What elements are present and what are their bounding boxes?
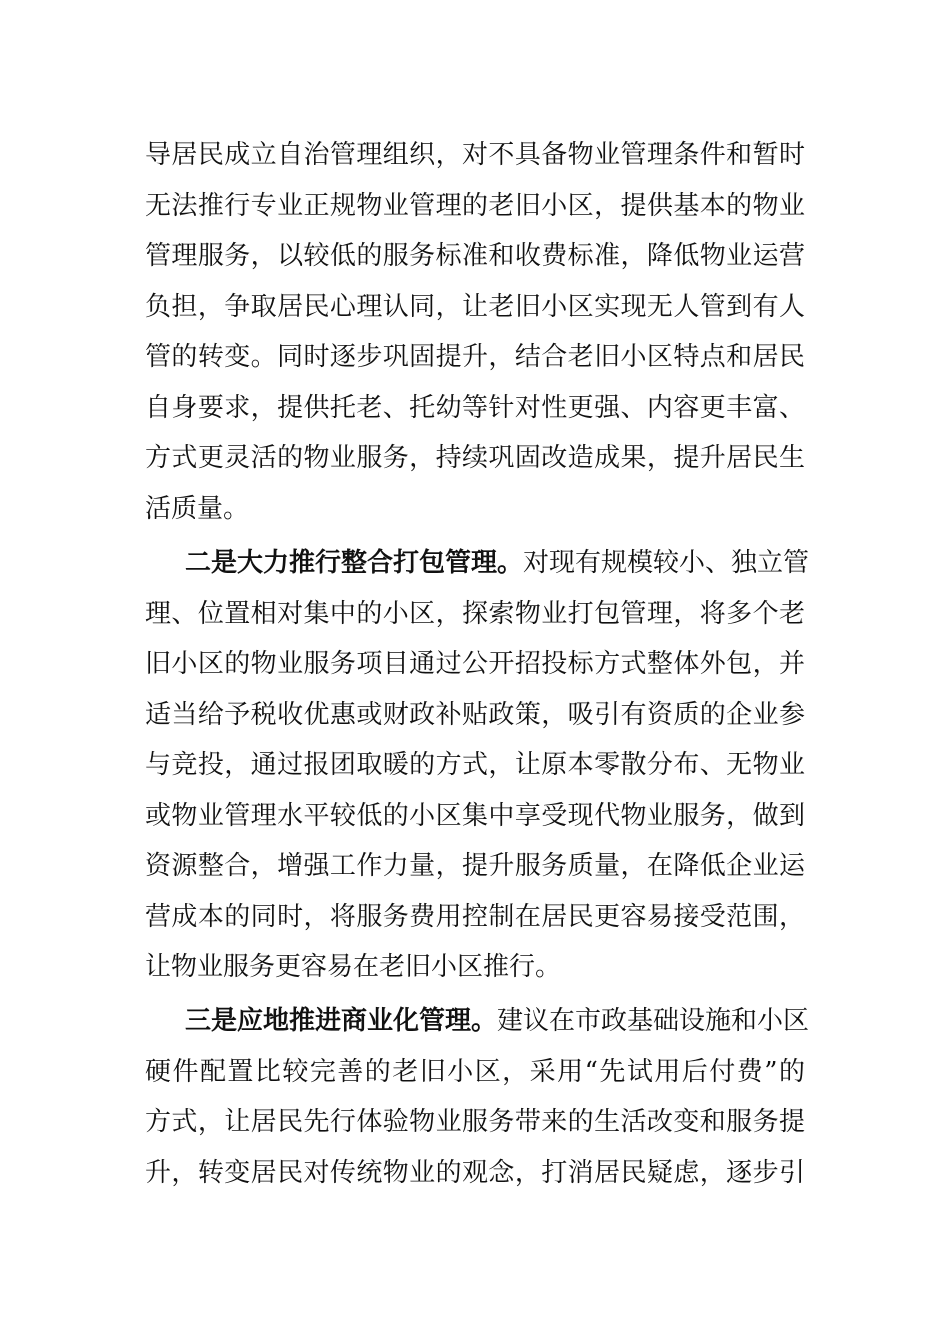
- paragraph-line: 活质量。: [145, 493, 250, 524]
- paragraph-line: 管的转变。同时逐步巩固提升，结合老旧小区特点和居民: [145, 342, 805, 372]
- paragraph-line: 或物业管理水平较低的小区集中享受现代物业服务，做到: [145, 800, 805, 831]
- paragraph-line: 升，转变居民对传统物业的观念，打消居民疑虑，逐步引: [145, 1157, 805, 1188]
- paragraph-line: 硬件配置比较完善的老旧小区，采用“先试用后付费”的: [145, 1056, 805, 1087]
- paragraph-line: 方式，让居民先行体验物业服务带来的生活改变和服务提: [145, 1107, 805, 1137]
- paragraph-line: 无法推行专业正规物业管理的老旧小区，提供基本的物业: [145, 190, 805, 221]
- paragraph-1: [145, 130, 805, 534]
- paragraph-line: 管理服务，以较低的服务标准和收费标准，降低物业运营: [145, 241, 805, 271]
- paragraph-line: 旧小区的物业服务项目通过公开招投标方式整体外包，并: [145, 649, 805, 679]
- paragraph-line: 负担，争取居民心理认同，让老旧小区实现无人管到有人: [145, 291, 805, 322]
- paragraph-lead-heading: 三是应地推进商业化管理。: [185, 1006, 498, 1036]
- paragraph-line: 营成本的同时，将服务费用控制在居民更容易接受范围，: [145, 901, 805, 932]
- paragraph-lead-heading: 二是大力推行整合打包管理。: [185, 548, 524, 578]
- paragraph-first-line-text: 建议在市政基础设施和小区: [497, 1006, 810, 1036]
- paragraph-3: [145, 996, 810, 1198]
- paragraph-2: [145, 538, 810, 993]
- paragraph-line: 导居民成立自治管理组织，对不具备物业管理条件和暂时: [145, 140, 805, 170]
- paragraph-line: 与竞投，通过报团取暖的方式，让原本零散分布、无物业: [145, 750, 805, 780]
- paragraph-line: 自身要求，提供托老、托幼等针对性更强、内容更丰富、: [145, 392, 805, 423]
- paragraph-line: 适当给予税收优惠或财政补贴政策，吸引有资质的企业参: [145, 699, 805, 730]
- paragraph-line: 让物业服务更容易在老旧小区推行。: [145, 952, 562, 982]
- paragraph-line: 资源整合，增强工作力量，提升服务质量，在降低企业运: [145, 851, 805, 881]
- paragraph-first-line: [145, 538, 810, 589]
- paragraph-first-line-text: 对现有规模较小、独立管: [523, 548, 810, 578]
- paragraph-line: 理、位置相对集中的小区，探索物业打包管理，将多个老: [145, 598, 805, 629]
- paragraph-first-line: [145, 996, 810, 1047]
- paragraph-line: 方式更灵活的物业服务，持续巩固改造成果，提升居民生: [145, 443, 805, 473]
